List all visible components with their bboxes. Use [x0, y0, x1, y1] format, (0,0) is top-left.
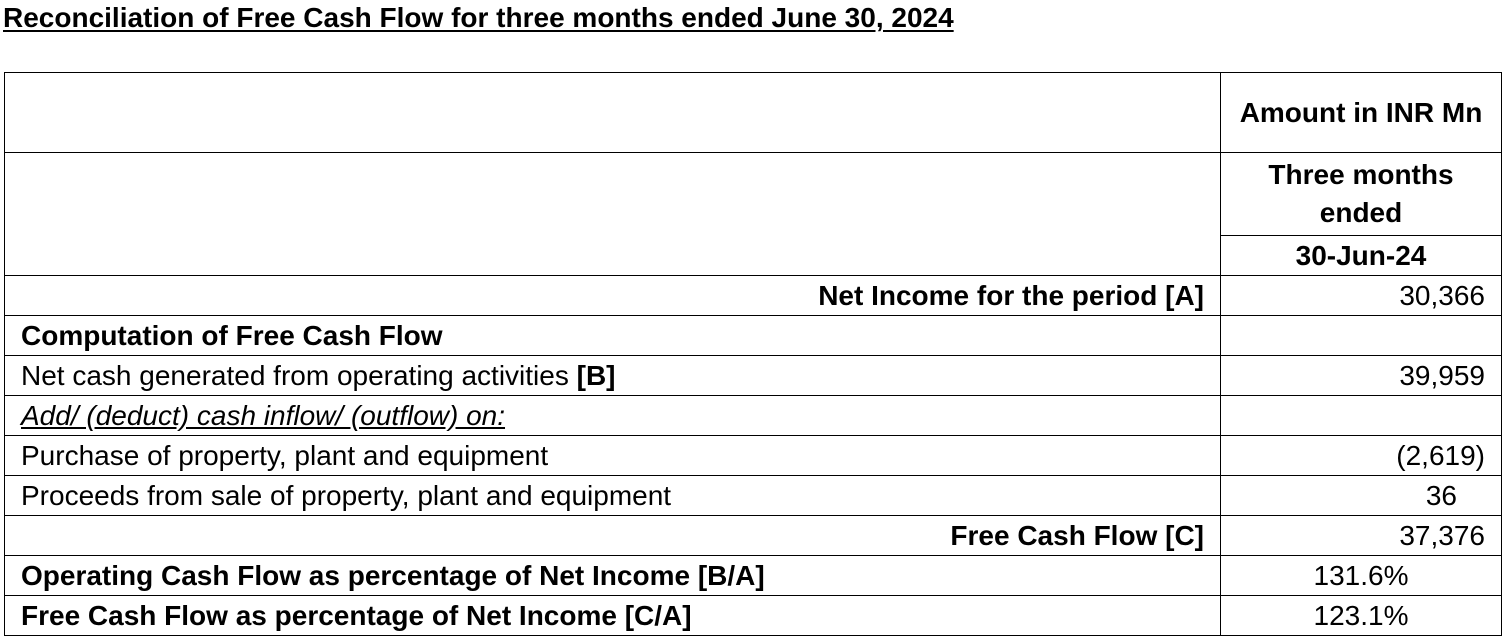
row-value-purchase-ppe: (2,619): [1221, 436, 1502, 476]
row-label-operating-cash-text: Net cash generated from operating activities: [21, 359, 577, 391]
table-header-row: [5, 73, 1502, 153]
table-row: [5, 556, 1502, 596]
row-label-operating-cash: [5, 356, 1221, 396]
column-header-amount: Amount in INR Mn: [1221, 73, 1502, 153]
row-label-purchase-ppe: Purchase of property, plant and equipment: [5, 436, 1221, 476]
table-row: [5, 356, 1502, 396]
row-value-proceeds-ppe: 36: [1221, 476, 1502, 516]
row-label-free-cash-flow: Free Cash Flow [C]: [5, 516, 1221, 556]
row-label-operating-cash-ref: [B]: [576, 359, 616, 391]
free-cash-flow-table: [4, 72, 1502, 636]
row-value-fcf-percentage: 123.1%: [1221, 596, 1502, 636]
row-label-computation-heading: Computation of Free Cash Flow: [5, 316, 1221, 356]
page-title: Reconciliation of Free Cash Flow for three months ended June 30, 2024: [3, 2, 954, 33]
table-row: [5, 396, 1502, 436]
row-label-ocf-percentage: Operating Cash Flow as percentage of Net Income [B/A]: [5, 556, 1221, 596]
header-blank-cell: [5, 153, 1221, 276]
table-row: [5, 436, 1502, 476]
table-row: [5, 516, 1502, 556]
table-header-row: [5, 153, 1502, 236]
table-row: [5, 316, 1502, 356]
table-row: [5, 596, 1502, 636]
column-header-period: Three months ended: [1221, 153, 1502, 236]
column-header-date: 30-Jun-24: [1221, 236, 1502, 276]
row-label-adjustments-heading: Add/ (deduct) cash inflow/ (outflow) on:: [5, 396, 1221, 436]
row-value-ocf-percentage: 131.6%: [1221, 556, 1502, 596]
row-label-proceeds-ppe: Proceeds from sale of property, plant and equipment: [5, 476, 1221, 516]
row-value-free-cash-flow: 37,376: [1221, 516, 1502, 556]
row-value-operating-cash: 39,959: [1221, 356, 1502, 396]
row-value-empty: [1221, 396, 1502, 436]
row-label-net-income: Net Income for the period [A]: [5, 276, 1221, 316]
row-value-net-income: 30,366: [1221, 276, 1502, 316]
table-row: [5, 476, 1502, 516]
header-blank-cell: [5, 73, 1221, 153]
table-row: [5, 276, 1502, 316]
row-label-fcf-percentage: Free Cash Flow as percentage of Net Income [C/A]: [5, 596, 1221, 636]
row-value-empty: [1221, 316, 1502, 356]
